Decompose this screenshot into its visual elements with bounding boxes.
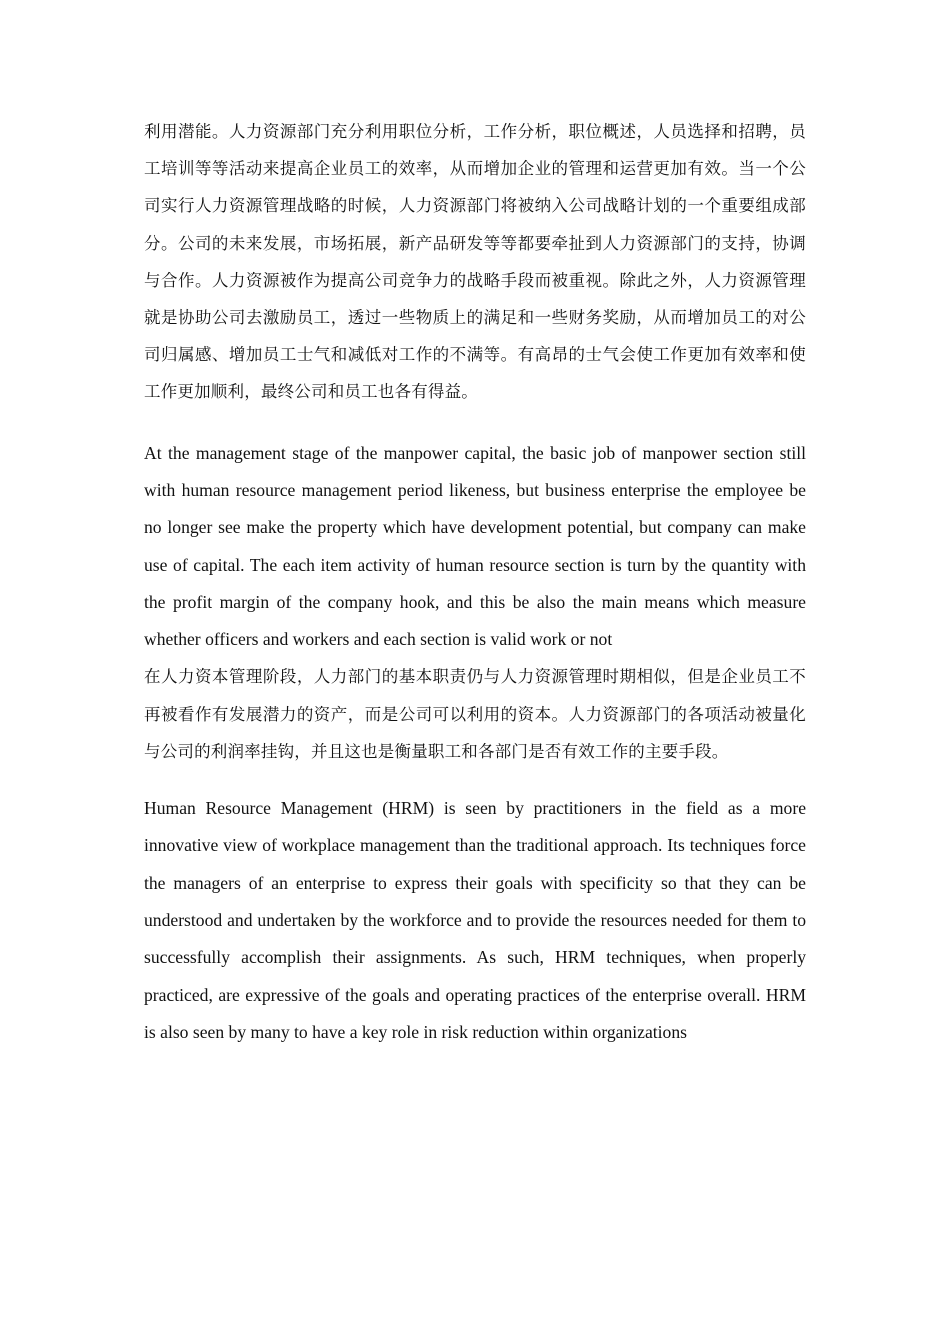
paragraph-spacer	[144, 770, 806, 790]
paragraph-zh-2: 在人力资本管理阶段，人力部门的基本职责仍与人力资源管理时期相似，但是企业员工不再被看作有发展潜力的资产，而是公司可以利用的资本。人力资源部门的各项活动被量化与公司的利润率挂钩，并且这也是衡量职工和各部门是否有效工作的主要手段。	[144, 667, 806, 761]
paragraph-en-3: Human Resource Management (HRM) is seen by practitioners in the field as a more innovative view of workplace management than the traditional approach. Its techniques force the managers of an enterprise to express their goals with specificity so that they can be understood and undertaken by the workforce and to provide the resources needed for them to successfully accomplish their assignments. As such, HRM techniques, when properly practiced, are expressive of the goals and operating practices of the enterprise overall. HRM is also seen by many to have a key role in risk reduction within organizations	[144, 798, 806, 1042]
paragraph-en-2: At the management stage of the manpower capital, the basic job of manpower section still with human resource management period likeness, but business enterprise the employee be no longer see make the property which have development potential, but company can make use of capital. The each item activity of human resource section is turn by the quantity with the profit margin of the company hook, and this be also the main means which measure whether officers and workers and each section is valid work or not	[144, 442, 806, 650]
paragraph-zh-1: 利用潜能。人力资源部门充分利用职位分析，工作分析，职位概述，人员选择和招聘，员工培训等等活动来提高企业员工的效率，从而增加企业的管理和运营更加有效。当一个公司实行人力资源管理战略的时候，人力资源部门将被纳入公司战略计划的一个重要组成部分。公司的未来发展，市场拓展，新产品研发等等都要牵扯到人力资源部门的支持，协调与合作。人力资源被作为提高公司竞争力的战略手段而被重视。除此之外，人力资源管理就是协助公司去激励员工，透过一些物质上的满足和一些财务奖励，从而增加员工的对公司归属感、增加员工士气和减低对工作的不满等。有高昂的士气会使工作更加有效率和使工作更加顺利，最终公司和员工也各有得益。	[144, 122, 806, 402]
paragraph-spacer	[144, 411, 806, 435]
document-page	[144, 113, 806, 1051]
